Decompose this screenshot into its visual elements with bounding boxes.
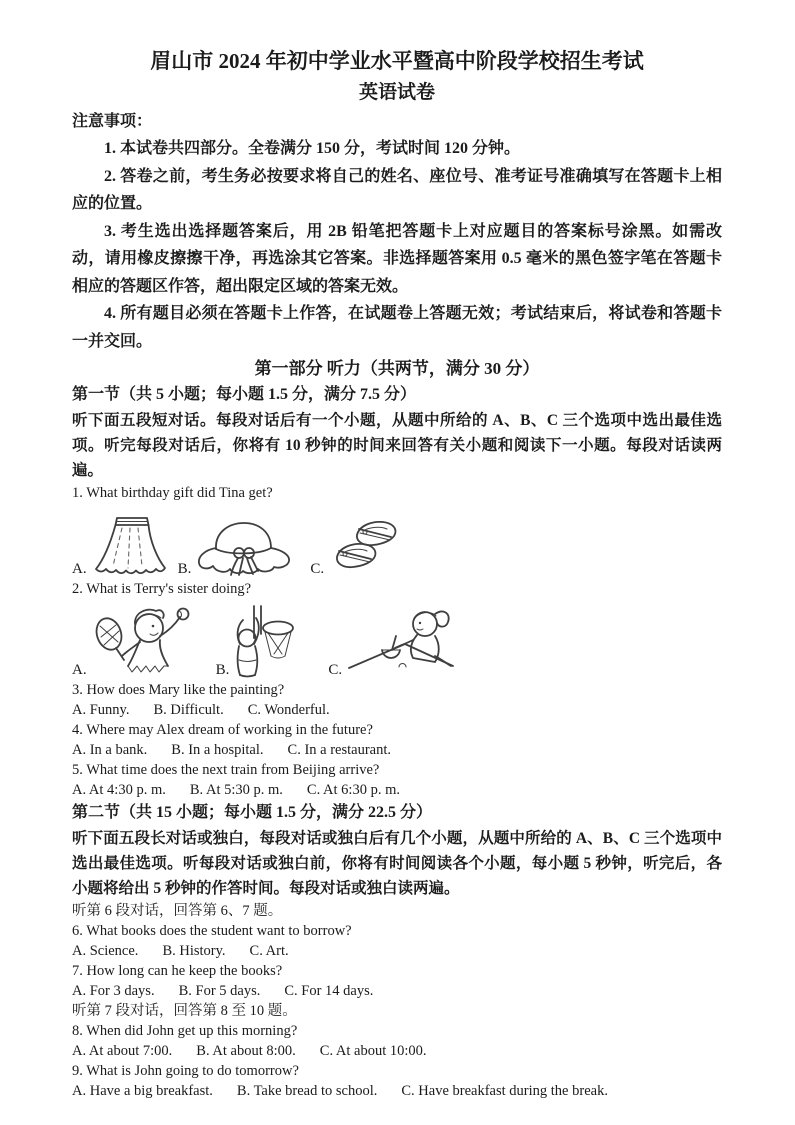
question-3-options	[72, 700, 722, 720]
question-1-option-c	[310, 519, 399, 577]
shoes-icon	[329, 519, 399, 577]
option: A. For 3 days.	[72, 983, 155, 999]
question-9-options	[72, 1081, 722, 1101]
section2-heading: 第二节（共 15 小题；每小题 1.5 分，满分 22.5 分）	[72, 804, 433, 821]
notice-item-1: 1. 本试卷共四部分。全卷满分 150 分，考试时间 120 分钟。	[104, 140, 521, 157]
option: A. Have a big breakfast.	[72, 1083, 213, 1099]
question-4-options	[72, 740, 722, 760]
option: B. History.	[162, 943, 226, 959]
question-3-text: 3. How does Mary like the painting?	[72, 682, 285, 698]
shooting-basketball-icon	[234, 604, 298, 678]
option: C. At 6:30 p. m.	[306, 782, 400, 798]
question-1-option-a	[72, 515, 168, 577]
notice-item-2: 2. 答卷之前，考生务必按要求将自己的姓名、座位号、准考证号准确填写在答题卡上相应的位置。	[72, 167, 722, 212]
page-title: 眉山市 2024 年初中学业水平暨高中阶段学校招生考试	[150, 49, 644, 73]
question-2-option-c	[328, 608, 455, 678]
option: C. Art.	[249, 943, 289, 959]
question-2-option-b	[216, 604, 299, 678]
notice-heading: 注意事项：	[72, 113, 153, 130]
skirt-icon	[92, 515, 168, 577]
girl-playing-tennis-icon	[92, 606, 194, 678]
option: B. Difficult.	[153, 702, 224, 718]
section1-heading: 第一节（共 5 小题；每小题 1.5 分，满分 7.5 分）	[72, 386, 417, 403]
notice-item-4: 4. 所有题目必须在答题卡上作答，在试题卷上答题无效；考试结束后，将试卷和答题卡一并交回。	[72, 305, 722, 350]
question-6-options	[72, 941, 722, 961]
question-1-images	[72, 504, 722, 577]
option: C. At about 10:00.	[319, 1043, 427, 1059]
option: A. At about 7:00.	[72, 1043, 173, 1059]
option-a-label: A.	[72, 561, 87, 577]
dialog-7-note: 听第 7 段对话，回答第 8 至 10 题。	[72, 1003, 297, 1019]
option: B. For 5 days.	[178, 983, 261, 999]
option: B. In a hospital.	[171, 742, 264, 758]
part1-heading: 第一部分 听力（共两节，满分 30 分）	[254, 359, 540, 378]
option: C. Have breakfast during the break.	[401, 1083, 608, 1099]
girl-painting-icon	[347, 608, 455, 678]
question-9-text: 9. What is John going to do tomorrow?	[72, 1063, 299, 1079]
option: B. Take bread to school.	[236, 1083, 378, 1099]
question-8-options	[72, 1041, 722, 1061]
option-c-label: C.	[310, 561, 325, 577]
question-7-text: 7. How long can he keep the books?	[72, 963, 283, 979]
question-1-text: 1. What birthday gift did Tina get?	[72, 485, 273, 501]
question-2-images	[72, 600, 722, 678]
dialog-6-note: 听第 6 段对话，回答第 6、7 题。	[72, 903, 283, 919]
question-4-text: 4. Where may Alex dream of working in the future?	[72, 722, 373, 738]
option: A. At 4:30 p. m.	[72, 782, 166, 798]
question-6-text: 6. What books does the student want to borrow?	[72, 923, 352, 939]
section2-instructions: 听下面五段长对话或独白，每段对话或独白后有几个小题，从题中所给的 A、B、C 三个选项中选出最佳选项。听每段对话或独白前，你将有时间阅读各个小题，每小题 5 秒钟，听完后，各小题将给出 5 秒钟的作答时间。每段对话或独白读两遍。	[72, 830, 722, 897]
notice-item-3: 3. 考生选出选择题答案后，用 2B 铅笔把答题卡上对应题目的答案标号涂黑。如需改动，请用橡皮擦擦干净，再选涂其它答案。非选择题答案用 0.5 毫米的黑色签字笔在答题卡相应的答题区作答，超出限定区域的答案无效。	[72, 222, 722, 295]
question-5-options	[72, 780, 722, 800]
sun-hat-icon	[196, 519, 292, 577]
option: C. For 14 days.	[284, 983, 374, 999]
section1-instructions: 听下面五段短对话。每段对话后有一个小题，从题中所给的 A、B、C 三个选项中选出最佳选项。听完每段对话后，你将有 10 秒钟的时间来回答有关小题和阅读下一小题。每段对话读两遍。	[72, 412, 722, 479]
question-2-text: 2. What is Terry's sister doing?	[72, 581, 252, 597]
question-8-text: 8. When did John get up this morning?	[72, 1023, 298, 1039]
question-1-option-b	[178, 519, 293, 577]
question-7-options	[72, 981, 722, 1001]
option: B. At 5:30 p. m.	[189, 782, 283, 798]
option-c-label: C.	[328, 662, 343, 678]
option: C. Wonderful.	[247, 702, 330, 718]
option: C. In a restaurant.	[287, 742, 392, 758]
page-subtitle: 英语试卷	[358, 82, 435, 103]
option: B. At about 8:00.	[196, 1043, 296, 1059]
option: A. Science.	[72, 943, 139, 959]
option-a-label: A.	[72, 662, 87, 678]
question-5-text: 5. What time does the next train from Beijing arrive?	[72, 762, 380, 778]
option: A. In a bank.	[72, 742, 148, 758]
option: A. Funny.	[72, 702, 130, 718]
option-b-label: B.	[177, 561, 192, 577]
question-2-option-a	[72, 606, 194, 678]
option-b-label: B.	[215, 662, 230, 678]
